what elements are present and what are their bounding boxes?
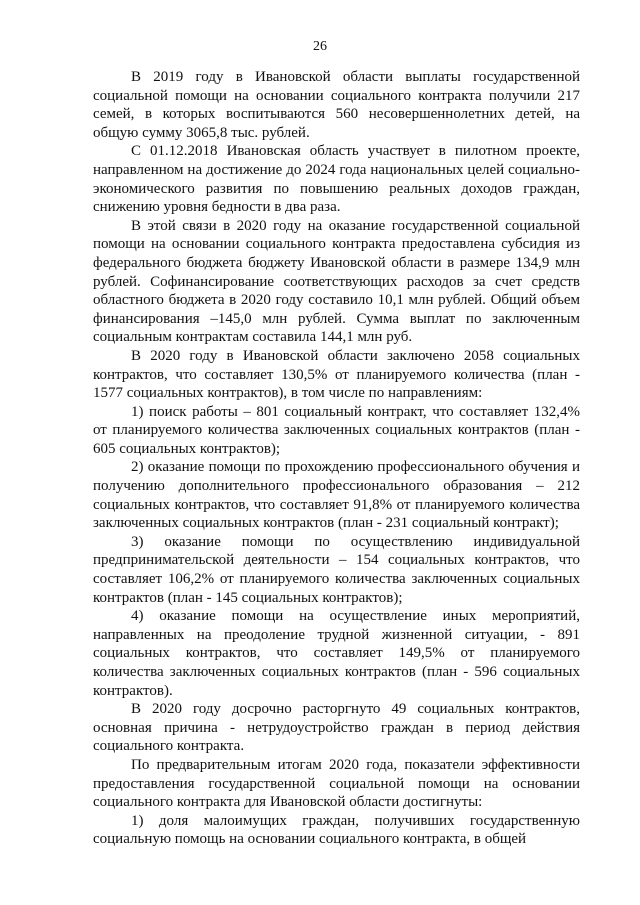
paragraph-pilot-project: С 01.12.2018 Ивановская область участвует в пилотном проекте, направленном на достижение до 2024 года национальных целей социально-экономического развития по повышению реальных доходов граждан, снижению уровня бедности в два раза. (93, 143, 580, 216)
page-number: 26 (313, 39, 327, 54)
paragraph-direction-job-search: 1) поиск работы – 801 социальный контракт, что составляет 132,4% от планируемого количества заключенных социальных контрактов (план - 605 социальных контрактов); (93, 403, 580, 457)
paragraph-funding: В этой связи в 2020 году на оказание государственной социальной помощи на основании социального контракта предоставлена субсидия из федерального бюджета бюджету Ивановской области в размере 134,9 млн рублей. Софинансирование соответствующих расходов за счет средств областного бюджета в 2020 году составило 10,1 млн рублей. Общий объем финансирования –145,0 млн рублей. Сумма выплат по заключенным социальным контрактам составила 144,1 млн руб. (93, 217, 580, 346)
document-body (93, 68, 580, 849)
paragraph-2019-results: В 2019 году в Ивановской области выплаты государственной социальной помощи на основании социального контракта получили 217 семей, в которых воспитываются 560 несовершеннолетних детей, на общую сумму 3065,8 тыс. рублей. (93, 69, 580, 141)
paragraph-direction-other-measures: 4) оказание помощи на осуществление иных мероприятий, направленных на преодоление трудной жизненной ситуации, - 891 социальных контрактов, что составляет 149,5% от планируемого количества заключенных социальных контрактов (план - 596 социальных контрактов). (93, 608, 580, 699)
paragraph-2020-contracts: В 2020 году в Ивановской области заключено 2058 социальных контрактов, что составляет 130,5% от планируемого количества (план - 1577 социальных контрактов), в том числе по направлениям: (93, 347, 580, 402)
paragraph-direction-entrepreneurship: 3) оказание помощи по осуществлению индивидуальной предпринимательской деятельности – 154 социальных контрактов, что составляет 106,2% от планируемого количества заключенных социальных контрактов (план - 145 социальных контрактов); (93, 533, 580, 606)
paragraph-indicator-1: 1) доля малоимущих граждан, получивших государственную социальную помощь на основании социального контракта, в общей (93, 812, 580, 848)
paragraph-preliminary-results: По предварительным итогам 2020 года, показатели эффективности предоставления государственной социальной помощи на основании социального контракта для Ивановской области достигнуты: (93, 756, 580, 811)
paragraph-direction-training: 2) оказание помощи по прохождению профессионального обучения и получению дополнительного профессионального образования – 212 социальных контрактов, что составляет 91,8% от планируемого количества заключенных социальных контрактов (план - 231 социальный контракт); (93, 459, 580, 532)
paragraph-terminated-contracts: В 2020 году досрочно расторгнуто 49 социальных контрактов, основная причина - нетрудоустройство граждан в период действия социального контракта. (93, 701, 580, 755)
